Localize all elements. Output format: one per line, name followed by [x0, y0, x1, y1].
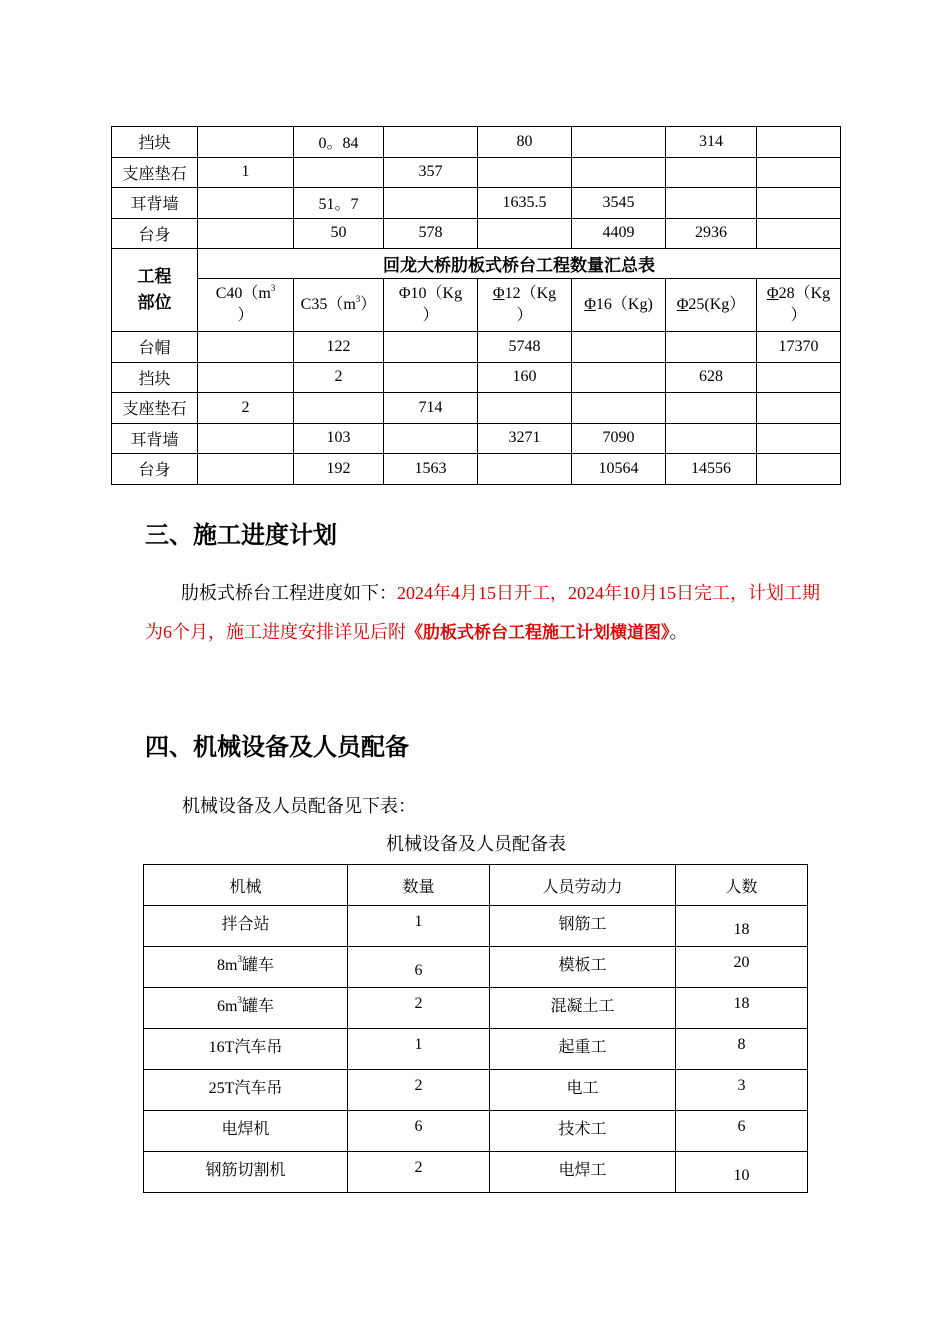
quantity-cell: 2: [348, 988, 490, 1029]
phi16-cell: 10564: [572, 454, 666, 485]
phi28-cell: [757, 127, 841, 158]
header-labor: 人员劳动力: [490, 865, 676, 906]
phi10-cell: [384, 362, 478, 393]
c35-cell: 51。7: [294, 188, 384, 219]
headcount-cell: 6: [676, 1111, 808, 1152]
header-c35: $C35(m^3)$: [294, 279, 384, 332]
phi25-cell: 628: [666, 362, 757, 393]
phi12-cell: 5748: [478, 332, 572, 363]
c40-cell: [198, 362, 294, 393]
phi28-cell: 17370: [757, 332, 841, 363]
machine-cell: 25T汽车吊: [144, 1070, 348, 1111]
table-row: [112, 393, 841, 424]
phi16-cell: 7090: [572, 423, 666, 454]
schedule-lead-text: 肋板式桥台工程进度如下：: [181, 583, 397, 603]
c40-cell: [198, 188, 294, 219]
part-cell: 支座垫石: [112, 393, 198, 424]
phi16-cell: 4409: [572, 218, 666, 249]
phi10-cell: [384, 188, 478, 219]
phi16-cell: [572, 393, 666, 424]
phi28-cell: [757, 423, 841, 454]
header-phi16: Φ16（Kg): [572, 279, 666, 332]
c35-cell: 2: [294, 362, 384, 393]
c40-cell: [198, 127, 294, 158]
header-phi10: Φ10（Kg ）: [384, 279, 478, 332]
phi25-cell: 14556: [666, 454, 757, 485]
phi16-cell: [572, 157, 666, 188]
phi10-cell: [384, 127, 478, 158]
quantity-cell: 2: [348, 1070, 490, 1111]
phi28-cell: [757, 157, 841, 188]
table-row: [112, 423, 841, 454]
phi16-cell: 3545: [572, 188, 666, 219]
phi12-cell: [478, 157, 572, 188]
c35-cell: 192: [294, 454, 384, 485]
schedule-dates-text: 2024年4月15日开工，2024年10月15日完工，计划工期为6个月，施工进度安排详见后附: [145, 583, 820, 642]
c35-cell: 103: [294, 423, 384, 454]
phi25-cell: [666, 393, 757, 424]
section-3-heading: 三、施工进度计划: [145, 521, 337, 549]
phi12-cell: 1635.5: [478, 188, 572, 219]
table-row: [112, 127, 841, 158]
section-4-heading: 四、机械设备及人员配备: [145, 733, 409, 761]
labor-cell: 模板工: [490, 947, 676, 988]
table-row: [144, 988, 808, 1029]
quantity-cell: 1: [348, 906, 490, 947]
schedule-end-punct: 。: [669, 622, 688, 642]
quantity-cell: 6: [348, 1111, 490, 1152]
part-cell: 耳背墙: [112, 423, 198, 454]
table-title-row: [112, 249, 841, 279]
part-header-cell: [112, 249, 198, 332]
header-phi12: Φ12（Kg ）: [478, 279, 572, 332]
phi25-cell: [666, 188, 757, 219]
table-row: [112, 218, 841, 249]
headcount-cell: 3: [676, 1070, 808, 1111]
part-header-line-2: 部位: [137, 293, 172, 313]
machine-cell: 钢筋切割机: [144, 1152, 348, 1193]
c40-cell: [198, 332, 294, 363]
phi25-cell: [666, 157, 757, 188]
part-cell: 台帽: [112, 332, 198, 363]
labor-cell: 混凝土工: [490, 988, 676, 1029]
part-cell: 台身: [112, 454, 198, 485]
phi28-cell: [757, 454, 841, 485]
part-cell: 挡块: [112, 362, 198, 393]
phi12-cell: 80: [478, 127, 572, 158]
table-row: [144, 906, 808, 947]
table-row: [144, 1111, 808, 1152]
part-cell: 耳背墙: [112, 188, 198, 219]
c40-cell: 2: [198, 393, 294, 424]
phi10-cell: 1563: [384, 454, 478, 485]
header-headcount: 人数: [676, 865, 808, 906]
phi28-cell: [757, 362, 841, 393]
phi10-cell: 357: [384, 157, 478, 188]
c40-cell: [198, 218, 294, 249]
equipment-staffing-table: [143, 864, 808, 1193]
headcount-cell: 20: [676, 947, 808, 988]
c40-cell: 1: [198, 157, 294, 188]
table-row: [144, 947, 808, 988]
table-row: [144, 1029, 808, 1070]
quantity-cell: 1: [348, 1029, 490, 1070]
headcount-cell: 8: [676, 1029, 808, 1070]
phi16-cell: [572, 127, 666, 158]
quantity-cell: 6: [348, 947, 490, 988]
c35-cell: 0。84: [294, 127, 384, 158]
phi10-cell: 714: [384, 393, 478, 424]
table-row: [112, 362, 841, 393]
phi25-cell: [666, 423, 757, 454]
table-title: 回龙大桥肋板式桥台工程数量汇总表: [198, 249, 841, 279]
table-row: [112, 332, 841, 363]
phi28-cell: [757, 218, 841, 249]
machine-cell: 拌合站: [144, 906, 348, 947]
equipment-table-caption: 机械设备及人员配备表: [386, 834, 566, 854]
quantity-summary-table: [111, 126, 841, 485]
labor-cell: 起重工: [490, 1029, 676, 1070]
phi10-cell: [384, 332, 478, 363]
part-cell: 支座垫石: [112, 157, 198, 188]
schedule-paragraph: [145, 574, 825, 653]
machine-cell: 电焊机: [144, 1111, 348, 1152]
phi25-cell: 2936: [666, 218, 757, 249]
labor-cell: 电焊工: [490, 1152, 676, 1193]
phi25-cell: 314: [666, 127, 757, 158]
c35-cell: 50: [294, 218, 384, 249]
part-cell: 挡块: [112, 127, 198, 158]
c35-cell: [294, 157, 384, 188]
phi16-cell: [572, 332, 666, 363]
header-phi25: Φ25(Kg）: [666, 279, 757, 332]
table-row: [112, 157, 841, 188]
machine-cell: $8m^3$罐车: [144, 947, 348, 988]
header-c40: $C40(m^3$ ）: [198, 279, 294, 332]
header-machine: 机械: [144, 865, 348, 906]
labor-cell: 技术工: [490, 1111, 676, 1152]
phi16-cell: [572, 362, 666, 393]
phi28-cell: [757, 393, 841, 424]
header-quantity: 数量: [348, 865, 490, 906]
table-row: [112, 454, 841, 485]
phi12-cell: [478, 218, 572, 249]
c40-cell: [198, 423, 294, 454]
phi10-cell: [384, 423, 478, 454]
table-row: [112, 188, 841, 219]
header-phi28: Φ28（Kg ）: [757, 279, 841, 332]
c35-cell: 122: [294, 332, 384, 363]
equipment-intro-text: 机械设备及人员配备见下表：: [182, 796, 416, 816]
quantity-cell: 2: [348, 1152, 490, 1193]
table-row: [144, 1070, 808, 1111]
table-header-row: [144, 865, 808, 906]
phi10-cell: 578: [384, 218, 478, 249]
c40-cell: [198, 454, 294, 485]
phi12-cell: 3271: [478, 423, 572, 454]
headcount-cell: 18: [676, 988, 808, 1029]
machine-cell: $6m^3$罐车: [144, 988, 348, 1029]
part-cell: 台身: [112, 218, 198, 249]
phi12-cell: [478, 454, 572, 485]
headcount-cell: 18: [676, 906, 808, 947]
phi25-cell: [666, 332, 757, 363]
headcount-cell: 10: [676, 1152, 808, 1193]
phi12-cell: [478, 393, 572, 424]
c35-cell: [294, 393, 384, 424]
labor-cell: 钢筋工: [490, 906, 676, 947]
table-row: [144, 1152, 808, 1193]
part-header-line-1: 工程: [137, 267, 172, 287]
machine-cell: 16T汽车吊: [144, 1029, 348, 1070]
labor-cell: 电工: [490, 1070, 676, 1111]
column-header-row: [112, 279, 841, 332]
phi28-cell: [757, 188, 841, 219]
phi12-cell: 160: [478, 362, 572, 393]
schedule-chart-reference: 《肋板式桥台工程施工计划横道图》: [406, 623, 670, 643]
